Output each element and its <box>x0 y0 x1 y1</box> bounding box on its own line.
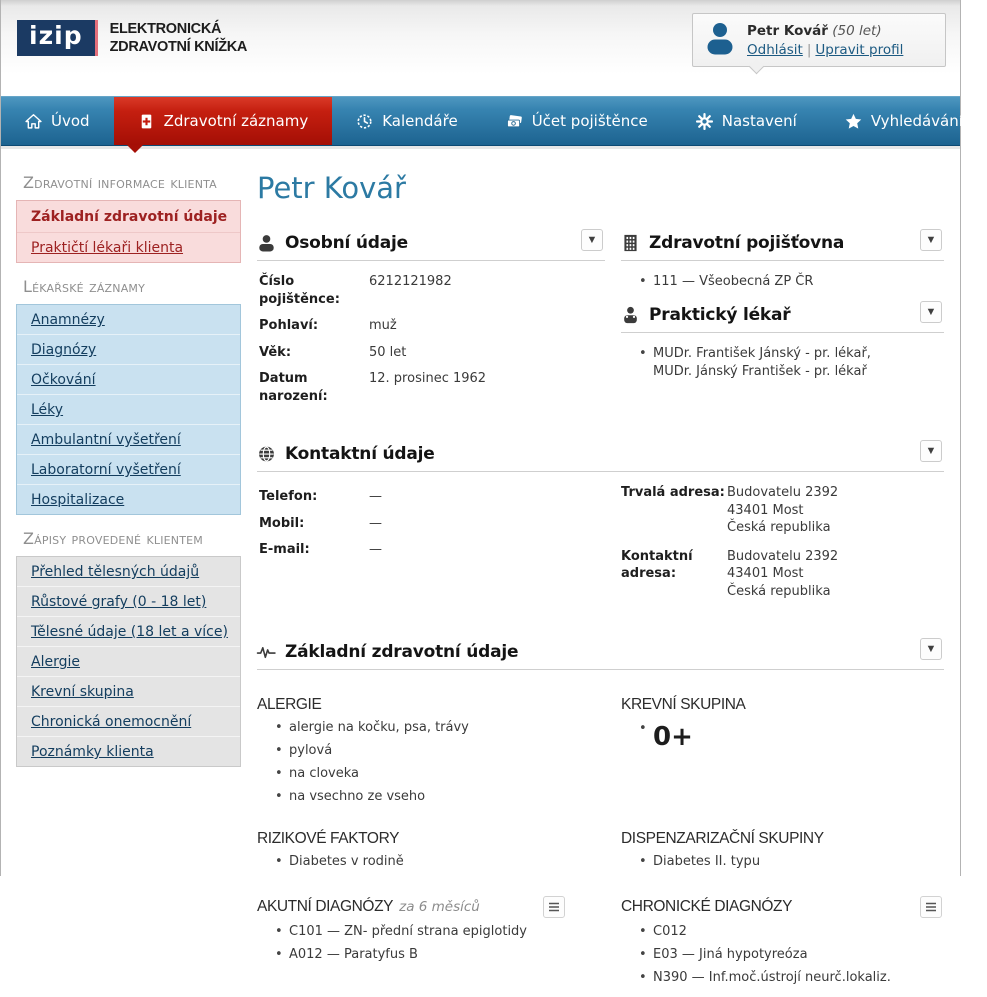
sidebar <box>1 149 257 767</box>
doctor-icon <box>621 306 640 324</box>
insurance-collapse-button[interactable]: ▼ <box>920 229 942 251</box>
sidebar-link-chronicka-onemocneni[interactable]: Chronická onemocnění <box>31 714 192 730</box>
nav-item-vyhledavani[interactable] <box>821 97 987 145</box>
address-line: Česká republika <box>727 584 831 600</box>
top-header <box>1 0 960 96</box>
medical-record-icon <box>138 113 155 130</box>
chronic-diagnosis-item: • E03 — Jiná hypotyreóza <box>627 946 944 964</box>
nav-item-kalendare[interactable] <box>332 97 481 145</box>
blood-group-value: • 0+ <box>627 719 944 755</box>
dispensary-groups-title: DISPENZARIZAČNÍ SKUPINY <box>621 830 824 848</box>
chronic-diagnosis-item: • N390 — Inf.moč.ústrojí neurč.lokaliz. <box>627 969 944 987</box>
sidebar-item[interactable] <box>17 557 240 586</box>
allergy-item: • na vsechno ze vseho <box>263 788 605 806</box>
sidebar-section-title-lekarske-zaznamy: Lékařské záznamy <box>23 277 146 296</box>
personal-section-title: Osobní údaje <box>285 233 408 253</box>
acute-diagnosis-item: • A012 — Paratyfus B <box>263 946 605 964</box>
acute-diagnoses-title: AKUTNÍ DIAGNÓZY <box>257 897 394 915</box>
clock-icon <box>356 113 373 130</box>
allergies-title: ALERGIE <box>257 695 322 713</box>
acute-diagnoses-period: za 6 měsíců <box>399 898 480 915</box>
address-line: 43401 Most <box>727 566 804 582</box>
sidebar-item[interactable] <box>17 736 240 766</box>
address-row <box>621 548 944 601</box>
page-title: Petr Kovář <box>257 171 406 205</box>
contact-section-title: Kontaktní údaje <box>285 444 435 465</box>
home-icon <box>25 113 42 130</box>
allergy-item: • na cloveka <box>263 765 605 783</box>
chronic-diagnoses-menu-button[interactable] <box>920 896 942 918</box>
brand <box>17 20 247 56</box>
field-row <box>259 317 605 335</box>
chronic-diagnoses-title: CHRONICKÉ DIAGNÓZY <box>621 897 793 915</box>
sidebar-item[interactable] <box>17 646 240 676</box>
user-links-separator: | <box>806 41 812 58</box>
sidebar-link-ockovani[interactable]: Očkování <box>31 372 96 388</box>
sidebar-item[interactable] <box>17 586 240 616</box>
sidebar-box-lekarske-zaznamy <box>16 304 241 515</box>
sidebar-box-zdravotni-informace <box>16 200 241 263</box>
address-line: Česká republika <box>727 520 831 536</box>
field-row <box>259 273 605 308</box>
main-nav <box>1 96 963 146</box>
dispensary-group-item: • Diabetes II. typu <box>627 853 944 871</box>
sidebar-item[interactable] <box>17 334 240 364</box>
brand-tagline-line2: ZDRAVOTNÍ KNÍŽKA <box>109 39 248 56</box>
sidebar-link-telesne-udaje[interactable]: Tělesné údaje (18 let a více) <box>31 624 228 640</box>
sidebar-link-alergie[interactable]: Alergie <box>31 654 80 670</box>
gear-icon <box>696 113 713 130</box>
field-label: E-mail: <box>259 542 310 558</box>
practitioner-item <box>627 345 944 381</box>
sidebar-link-prakticti-lekari-klienta[interactable]: Praktičtí lékaři klienta <box>31 240 184 256</box>
star-icon <box>845 113 862 130</box>
chronic-diagnosis-item: • C012 <box>627 923 944 941</box>
basic-health-collapse-button[interactable]: ▼ <box>920 638 942 660</box>
sidebar-item[interactable] <box>17 676 240 706</box>
pulse-icon <box>257 643 276 661</box>
nav-label: Účet pojištěnce <box>531 112 648 130</box>
field-value: muž <box>369 318 397 334</box>
building-icon <box>621 234 640 252</box>
personal-section <box>257 229 605 414</box>
hamburger-icon <box>548 902 560 912</box>
practitioner-line2: MUDr. Jánský František - pr. lékař <box>653 364 867 380</box>
sidebar-link-ambulantni-vysetreni[interactable]: Ambulantní vyšetření <box>31 432 181 448</box>
sidebar-item[interactable] <box>17 305 240 334</box>
globe-icon <box>257 445 276 463</box>
contact-section <box>257 440 944 611</box>
sidebar-item-poskytovatele[interactable] <box>17 232 240 262</box>
nav-label: Vyhledávání <box>870 112 963 130</box>
personal-collapse-button[interactable]: ▼ <box>581 229 603 251</box>
basic-health-section-title: Základní zdravotní údaje <box>285 641 519 662</box>
field-label: Číslo pojištěnce: <box>259 274 340 307</box>
person-icon <box>257 234 276 252</box>
sidebar-link-diagnozy[interactable]: Diagnózy <box>31 342 97 358</box>
address-value <box>727 548 838 601</box>
acute-diagnoses-menu-button[interactable] <box>543 896 565 918</box>
izip-logo: izip <box>17 20 98 56</box>
insurance-section <box>621 229 944 291</box>
practitioner-line1: • MUDr. František Jánský - pr. lékař, <box>653 346 871 362</box>
nav-label: Kalendáře <box>382 112 458 130</box>
nav-item-uvod[interactable] <box>1 97 114 145</box>
address-label: Kontaktní adresa: <box>621 548 693 582</box>
field-value: 50 let <box>369 344 407 360</box>
address-row <box>621 484 944 537</box>
sidebar-item[interactable] <box>17 424 240 454</box>
nav-label: Zdravotní záznamy <box>163 112 309 130</box>
sidebar-link-krevni-skupina[interactable]: Krevní skupina <box>31 684 134 700</box>
edit-profile-link[interactable]: Upravit profil <box>815 41 904 58</box>
hamburger-icon <box>925 902 937 912</box>
field-value: 12. prosinec 1962 <box>369 371 487 387</box>
sidebar-item[interactable] <box>17 616 240 646</box>
address-value <box>727 484 838 537</box>
practitioner-section <box>621 301 944 381</box>
field-value: — <box>369 489 382 505</box>
acute-diagnosis-item: • C101 — ZN- přední strana epiglotidy <box>263 923 605 941</box>
nav-item-zdravotni-zaznamy[interactable] <box>114 97 333 145</box>
sidebar-item-zakladni-zdravotni-udaje[interactable]: Základní zdravotní údaje <box>31 209 228 225</box>
sidebar-item[interactable] <box>17 364 240 394</box>
field-label: Věk: <box>259 344 292 360</box>
brand-tagline-line1: ELEKTRONICKÁ <box>109 21 222 37</box>
brand-tagline <box>110 20 248 56</box>
sidebar-link-prehled-telesnych-udaju[interactable]: Přehled tělesných údajů <box>31 564 200 580</box>
allergy-item: • alergie na kočku, psa, trávy <box>263 719 605 737</box>
field-row <box>259 488 605 506</box>
logout-link[interactable]: Odhlásit <box>747 41 803 58</box>
sidebar-link-anamnezy[interactable]: Anamnézy <box>31 312 105 328</box>
basic-health-section <box>257 638 944 997</box>
sidebar-section-title-zdravotni-informace: Zdravotní informace klienta <box>23 173 217 192</box>
insurance-section-title: Zdravotní pojišťovna <box>649 233 845 253</box>
money-icon <box>506 113 523 130</box>
nav-item-ucet-pojistence[interactable] <box>482 97 672 145</box>
address-line: Budovatelu 2392 <box>727 548 839 564</box>
address-line: 43401 Most <box>727 502 804 518</box>
risk-factor-item: • Diabetes v rodině <box>263 853 605 871</box>
field-row <box>259 344 605 362</box>
nav-label: Nastavení <box>721 112 797 130</box>
user-info <box>747 23 903 58</box>
sidebar-item[interactable] <box>17 394 240 424</box>
sidebar-section-title-zapisy-klienta: Zápisy provedené klientem <box>23 529 203 548</box>
sidebar-link-poznamky-klienta[interactable]: Poznámky klienta <box>31 744 154 760</box>
user-name: Petr Kovář <box>747 22 828 39</box>
field-label: Telefon: <box>259 489 318 505</box>
field-row <box>259 515 605 533</box>
field-label: Mobil: <box>259 515 305 531</box>
right-top-column <box>621 229 944 414</box>
sidebar-link-rustove-grafy[interactable]: Růstové grafy (0 - 18 let) <box>31 594 207 610</box>
field-value: — <box>369 515 382 531</box>
field-row <box>259 370 605 405</box>
sidebar-link-leky[interactable]: Léky <box>31 402 64 418</box>
field-label: Pohlaví: <box>259 318 319 334</box>
user-avatar-icon <box>705 21 735 59</box>
address-line: Budovatelu 2392 <box>727 485 839 501</box>
user-age: (50 let) <box>832 22 882 39</box>
practitioner-collapse-button[interactable]: ▼ <box>920 301 942 323</box>
insurance-item: • 111 — Všeobecná ZP ČR <box>627 273 944 291</box>
sidebar-item[interactable] <box>17 706 240 736</box>
address-label: Trvalá adresa: <box>621 485 725 501</box>
sidebar-link-hospitalizace[interactable]: Hospitalizace <box>31 492 125 508</box>
main-content <box>257 149 960 997</box>
field-value: 6212121982 <box>369 274 452 289</box>
field-value: — <box>369 542 382 558</box>
blood-group-title: KREVNÍ SKUPINA <box>621 695 746 713</box>
risk-factors-title: RIZIKOVÉ FAKTORY <box>257 830 400 848</box>
field-row <box>259 541 605 559</box>
sidebar-item[interactable] <box>17 454 240 484</box>
contact-collapse-button[interactable]: ▼ <box>920 440 942 462</box>
nav-label: Úvod <box>51 112 90 130</box>
sidebar-box-zapisy-klienta <box>16 556 241 767</box>
allergy-item: • pylová <box>263 742 605 760</box>
practitioner-section-title: Praktický lékař <box>649 305 791 326</box>
sidebar-link-laboratorni-vysetreni[interactable]: Laboratorní vyšetření <box>31 462 181 478</box>
user-box <box>692 13 946 67</box>
field-label: Datum narození: <box>259 371 328 404</box>
sidebar-item[interactable] <box>17 484 240 514</box>
nav-item-nastaveni[interactable] <box>672 97 821 145</box>
